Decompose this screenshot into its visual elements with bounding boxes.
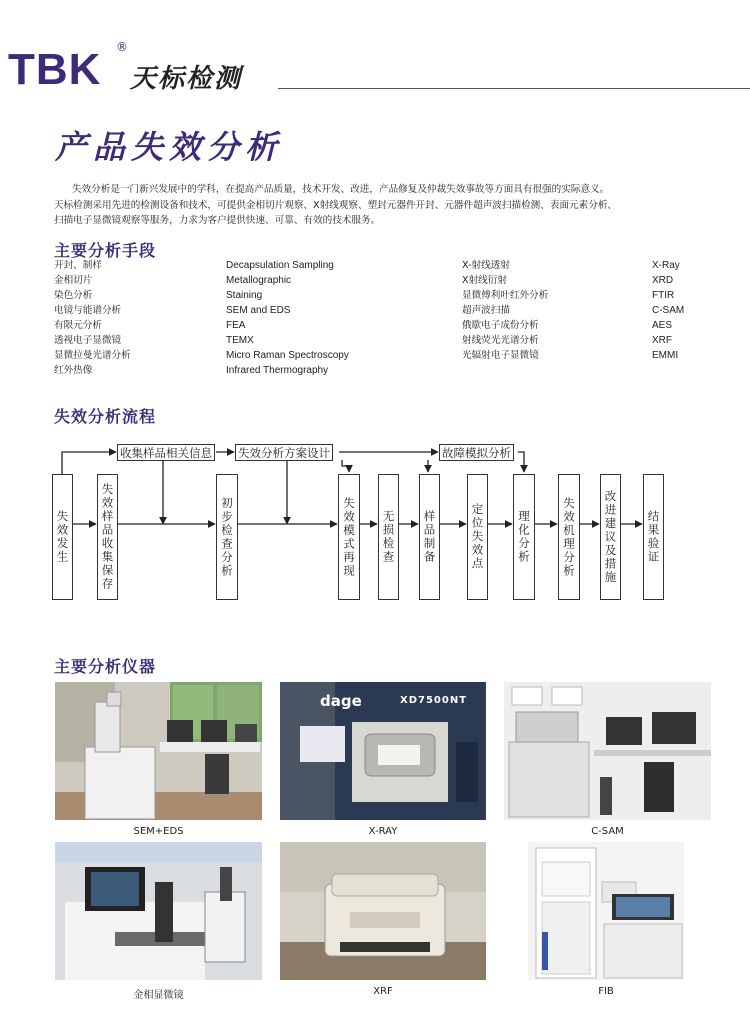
methods-col-en <box>226 258 349 378</box>
flow-step: 失效发生 <box>52 474 73 600</box>
xrf-illustration <box>280 842 486 980</box>
fib-photo <box>528 842 684 980</box>
method-item: 染色分析 <box>54 290 93 301</box>
xray-model-label: XD7500NT <box>400 695 468 706</box>
caption-xray: X-RAY <box>368 826 398 837</box>
method-item: 俄歇电子成份分析 <box>462 320 539 331</box>
flow-step: 失效机理分析 <box>558 474 580 600</box>
instruments-heading: 主要分析仪器 <box>54 657 157 676</box>
method-item: X-射线透射 <box>462 260 510 271</box>
flow-step: 失效样品收集保存 <box>97 474 118 600</box>
brand-logo: TBK <box>8 45 102 94</box>
method-item: 透视电子显微镜 <box>54 335 122 346</box>
method-item: 电镜与能谱分析 <box>54 305 122 316</box>
intro-line: 天标检测采用先进的检测设备和技术，可提供金相切片观察、X射线观察、塑封元器件开封、元器件超声波扫描检测、表面元素分析、 <box>54 199 618 211</box>
method-item: Decapsulation Sampling <box>226 260 334 271</box>
methods-heading: 主要分析手段 <box>54 241 157 260</box>
header-divider <box>278 88 750 89</box>
method-item: EMMI <box>652 350 679 361</box>
flow-label-collect-info: 收集样品相关信息 <box>117 444 215 461</box>
method-item: FEA <box>226 320 246 331</box>
method-item: 有限元分析 <box>54 320 102 331</box>
method-item: 光辐射电子显微镜 <box>462 350 539 361</box>
method-item: Micro Raman Spectroscopy <box>226 350 349 361</box>
metallographic-microscope-photo <box>55 842 262 980</box>
flow-step: 样品制备 <box>419 474 440 600</box>
flow-step: 定位失效点 <box>467 474 488 600</box>
flow-step: 初步检查分析 <box>216 474 238 600</box>
page-title: 产品失效分析 <box>55 128 284 166</box>
caption-sem-eds: SEM+EDS <box>133 826 184 837</box>
flow-heading: 失效分析流程 <box>54 407 157 426</box>
method-item: C-SAM <box>652 305 685 316</box>
method-item: FTIR <box>652 290 675 301</box>
flow-step: 理化分析 <box>513 474 535 600</box>
caption-csam: C-SAM <box>591 826 624 837</box>
sem-eds-illustration <box>55 682 262 820</box>
registered-mark: ® <box>116 40 128 54</box>
flow-step: 失效模式再现 <box>338 474 360 600</box>
sem-eds-photo <box>55 682 262 820</box>
microscope-illustration <box>55 842 262 980</box>
method-item: X射线衍射 <box>462 275 507 286</box>
caption-metallographic: 金相显微镜 <box>133 990 184 1001</box>
method-item: Metallographic <box>226 275 292 286</box>
method-item: X-Ray <box>652 260 680 271</box>
methods-col-cn2 <box>462 258 548 363</box>
method-item: Infrared Thermography <box>226 365 329 376</box>
intro-line: 扫描电子显微镜观察等服务，力求为客户提供快速、可靠、有效的技术服务。 <box>54 215 381 226</box>
xray-photo <box>280 682 486 820</box>
flow-label-plan-design: 失效分析方案设计 <box>235 444 333 461</box>
method-item: 开封、制样 <box>54 260 102 271</box>
flow-step: 改进建议及措施 <box>600 474 621 600</box>
methods-col-cn <box>54 258 131 378</box>
methods-col-abbr <box>652 258 684 363</box>
method-item: XRF <box>652 335 672 346</box>
method-item: 显微拉曼光谱分析 <box>54 350 131 361</box>
csam-photo <box>504 682 711 820</box>
method-item: 超声波扫描 <box>462 305 510 316</box>
intro-line: 失效分析是一门新兴发展中的学科，在提高产品质量，技术开发、改进，产品修复及仲裁失效事故等方面具有很强的实际意义。 <box>72 184 610 195</box>
flow-step: 无损检查 <box>378 474 399 600</box>
xray-brand-label: dage <box>320 692 362 710</box>
method-item: 金相切片 <box>54 275 93 286</box>
method-item: SEM and EDS <box>226 305 291 316</box>
flow-label-fault-simulation: 故障模拟分析 <box>439 444 514 461</box>
method-item: XRD <box>652 275 674 286</box>
method-item: 显微傅利叶红外分析 <box>462 290 549 301</box>
method-item: 射线荧光光谱分析 <box>462 335 539 346</box>
flow-step: 结果验证 <box>643 474 664 600</box>
method-item: AES <box>652 320 673 331</box>
csam-illustration <box>504 682 711 820</box>
method-item: TEMX <box>226 335 254 346</box>
method-item: 红外热像 <box>54 365 93 376</box>
intro-paragraph <box>54 182 704 229</box>
caption-fib: FIB <box>598 986 614 997</box>
brand-name-cn: 天标检测 <box>130 64 243 94</box>
caption-xrf: XRF <box>373 986 393 997</box>
fib-illustration <box>528 842 684 980</box>
xrf-photo <box>280 842 486 980</box>
method-item: Staining <box>226 290 263 301</box>
